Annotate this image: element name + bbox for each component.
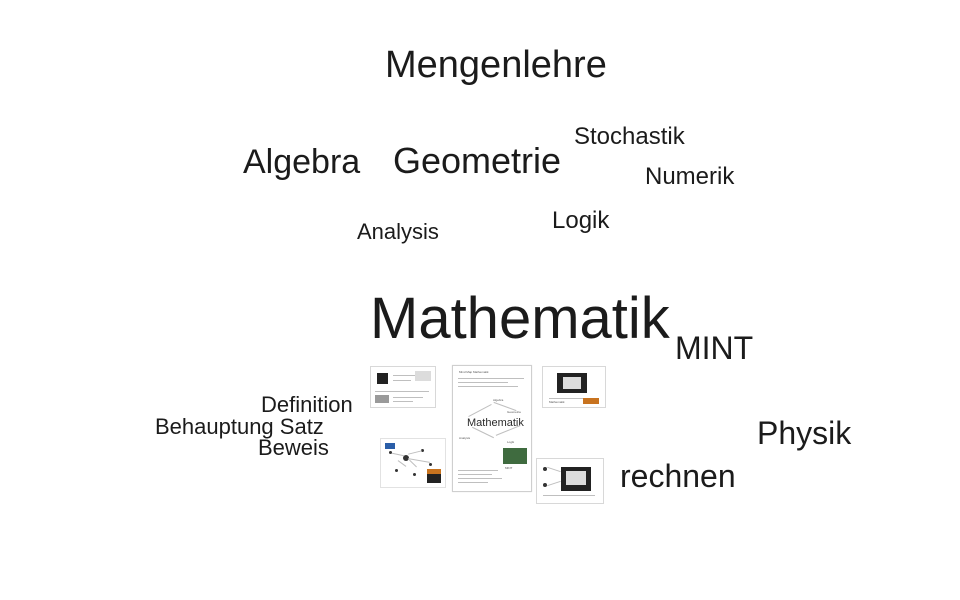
mindmap-thumbnail-collage (370, 360, 610, 515)
cloud-word-physik: Physik (757, 415, 852, 451)
cloud-word-analysis: Analysis (357, 219, 439, 244)
thumbnail-header-text: Mind Map Mathematik (459, 370, 489, 374)
thumbnail-center-mindmap: Mind Map Mathematik Mathematik Algebra Geometrie Analysis Logik MINT (452, 365, 532, 492)
cloud-word-stochastik: Stochastik (574, 123, 685, 150)
thumbnail-top-left (370, 366, 436, 408)
thumbnail-mint-tag: MINT (505, 466, 513, 470)
cloud-word-numerik: Numerik (645, 163, 735, 190)
cloud-word-geometrie: Geometrie (393, 140, 562, 181)
cloud-word-algebra: Algebra (243, 143, 361, 181)
cloud-word-beweis: Beweis (258, 435, 329, 460)
thumbnail-bottom-left (380, 438, 446, 488)
cloud-word-mint: MINT (675, 330, 754, 366)
cloud-word-mengenlehre: Mengenlehre (385, 44, 607, 86)
cloud-word-behauptung-satz: Behauptung Satz (155, 414, 324, 439)
cloud-word-mathematik: Mathematik (370, 286, 670, 351)
cloud-word-logik: Logik (552, 207, 610, 234)
cloud-word-rechnen: rechnen (620, 458, 736, 494)
cloud-word-definition: Definition (261, 392, 353, 417)
thumbnail-top-right: Mathematik (542, 366, 606, 408)
thumbnail-center-label: Mathematik (467, 417, 524, 429)
thumbnail-bottom-right (536, 458, 604, 504)
